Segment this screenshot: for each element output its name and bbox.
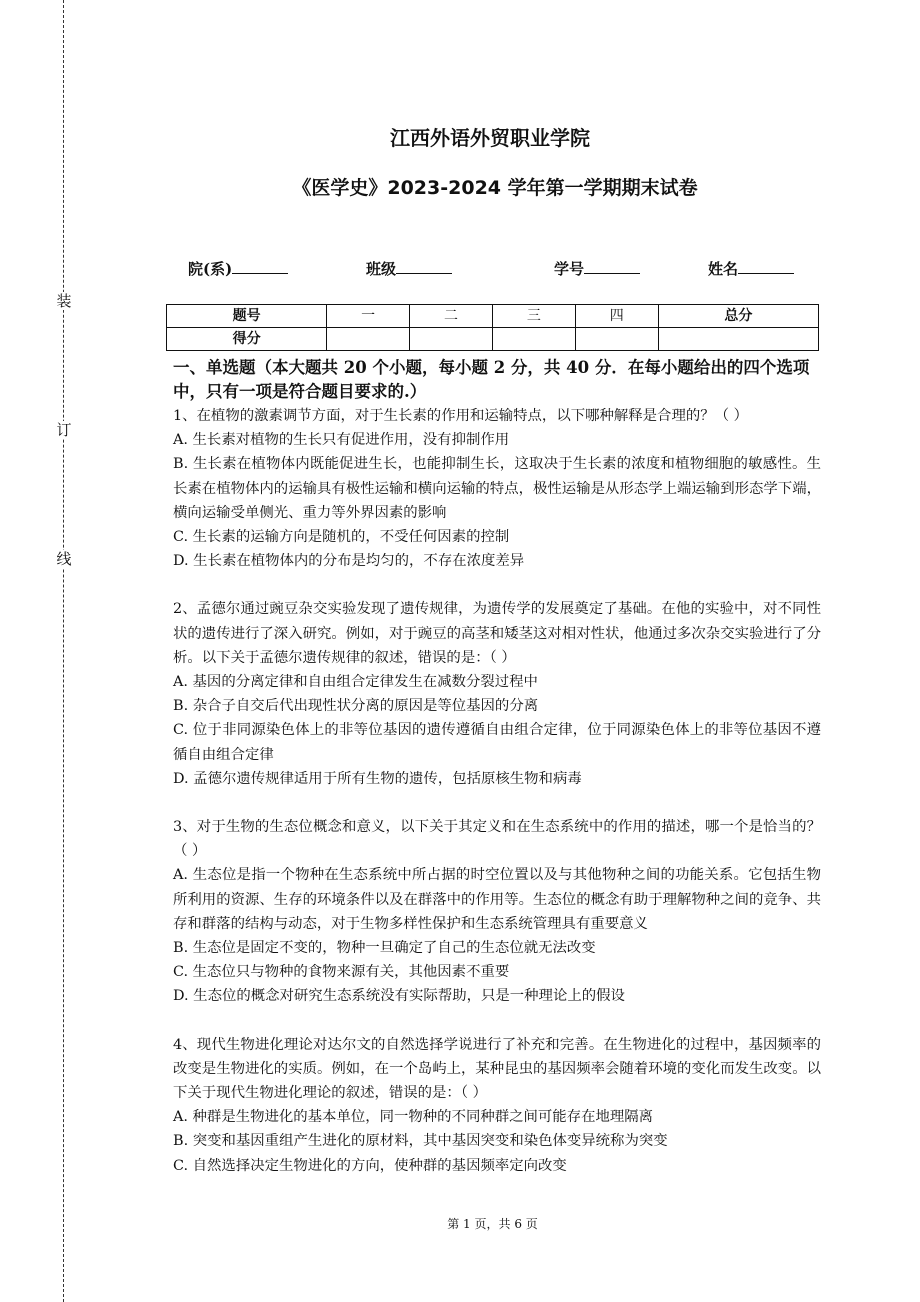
question-content xyxy=(173,356,821,1178)
exam-title: 《医学史》2023-2024 学年第一学期期末试卷 xyxy=(292,177,698,199)
option-a: A. 生态位是指一个物种在生态系统中所占据的时空位置以及与其他物种之间的功能关系。它包括生物所利用的资源、生存的环境条件以及在群落中的作用等。生态位的概念有助于理解物种之间的竞争、共存和群落的结构与动态，对于生物多样性保护和生态系统管理具有重要意义 xyxy=(173,867,821,932)
option-b: B. 杂合子自交后代出现性状分离的原因是等位基因的分离 xyxy=(173,698,539,715)
option-c: C. 生长素的运输方向是随机的，不受任何因素的控制 xyxy=(173,529,510,546)
option-c: C. 自然选择决定生物进化的方向，使种群的基因频率定向改变 xyxy=(173,1157,567,1174)
option-a: A. 生长素对植物的生长只有促进作用，没有抑制作用 xyxy=(173,432,510,449)
student-id-blank[interactable] xyxy=(584,257,640,274)
score-cell[interactable] xyxy=(658,328,818,351)
question-2 xyxy=(173,597,821,791)
option-d: D. 孟德尔遗传规律适用于所有生物的遗传，包括原核生物和病毒 xyxy=(173,770,582,787)
score-header-cell: 题号 xyxy=(167,305,327,328)
question-4 xyxy=(173,1033,821,1178)
score-cell[interactable] xyxy=(410,328,493,351)
class-blank[interactable] xyxy=(396,257,452,274)
option-b: B. 突变和基因重组产生进化的原材料，其中基因突变和染色体变异统称为突变 xyxy=(173,1133,668,1150)
score-cell[interactable] xyxy=(492,328,575,351)
option-b: B. 生态位是固定不变的，物种一旦确定了自己的生态位就无法改变 xyxy=(173,940,596,957)
option-c: C. 位于非同源染色体上的非等位基因的遗传遵循自由组合定律，位于同源染色体上的非等位基因不遵循自由组合定律 xyxy=(173,722,821,763)
question-1 xyxy=(173,404,821,573)
section-title: 一、单选题（本大题共 20 个小题，每小题 2 分，共 40 分．在每小题给出的四个选项中，只有一项是符合题目要求的.） xyxy=(173,358,810,401)
question-3 xyxy=(173,815,821,1009)
department-blank[interactable] xyxy=(232,257,288,274)
binding-char-xian: 线 xyxy=(56,550,72,568)
info-field-student-id xyxy=(554,257,640,279)
option-d: D. 生态位的概念对研究生态系统没有实际帮助，只是一种理论上的假设 xyxy=(173,988,625,1005)
info-field-class xyxy=(366,257,452,279)
student-info-row xyxy=(188,257,828,279)
score-table-score-row xyxy=(167,328,819,351)
score-cell[interactable] xyxy=(575,328,658,351)
option-c: C. 生态位只与物种的食物来源有关，其他因素不重要 xyxy=(173,964,510,981)
option-b: B. 生长素在植物体内既能促进生长，也能抑制生长，这取决于生长素的浓度和植物细胞的敏感性。生长素在植物体内的运输具有极性运输和横向运输的特点，极性运输是从形态学上端运输到形态学下端，横向运输受单侧光、重力等外界因素的影响 xyxy=(173,456,821,521)
info-label-name: 姓名 xyxy=(708,260,739,278)
option-a: A. 基因的分离定律和自由组合定律发生在减数分裂过程中 xyxy=(173,674,538,691)
option-a: A. 种群是生物进化的基本单位，同一物种的不同种群之间可能存在地理隔离 xyxy=(173,1109,654,1126)
score-row-label: 得分 xyxy=(167,328,327,351)
score-header-cell: 三 xyxy=(492,305,575,328)
info-label-student-id: 学号 xyxy=(554,260,585,278)
binding-char-ding: 订 xyxy=(56,421,72,439)
binding-char-zhuang: 装 xyxy=(56,292,72,310)
info-field-name xyxy=(708,257,794,279)
question-stem: 2、孟德尔通过豌豆杂交实验发现了遗传规律，为遗传学的发展奠定了基础。在他的实验中，对不同性状的遗传进行了深入研究。例如，对于豌豆的高茎和矮茎这对相对性状，他通过多次杂交实验进行了分析。以下关于孟德尔遗传规律的叙述，错误的是：（ ） xyxy=(173,601,821,666)
score-table xyxy=(166,304,819,351)
info-label-class: 班级 xyxy=(366,260,397,278)
name-blank[interactable] xyxy=(738,257,794,274)
score-header-cell: 总分 xyxy=(658,305,818,328)
score-cell[interactable] xyxy=(327,328,410,351)
page-footer: 第 1 页，共 6 页 xyxy=(447,1217,538,1231)
info-field-department xyxy=(188,257,288,279)
score-header-cell: 四 xyxy=(575,305,658,328)
info-label-department: 院(系) xyxy=(188,260,233,278)
score-header-cell: 一 xyxy=(327,305,410,328)
option-d: D. 生长素在植物体内的分布是均匀的，不存在浓度差异 xyxy=(173,553,525,570)
question-stem: 3、对于生物的生态位概念和意义，以下关于其定义和在生态系统中的作用的描述，哪一个是恰当的？（ ） xyxy=(173,819,821,860)
score-header-cell: 二 xyxy=(410,305,493,328)
school-name: 江西外语外贸职业学院 xyxy=(390,126,590,150)
question-stem: 4、现代生物进化理论对达尔文的自然选择学说进行了补充和完善。在生物进化的过程中，基因频率的改变是生物进化的实质。例如，在一个岛屿上，某种昆虫的基因频率会随着环境的变化而发生改变。以下关于现代生物进化理论的叙述，错误的是：（ ） xyxy=(173,1036,821,1102)
score-table-header-row xyxy=(167,305,819,328)
question-stem: 1、在植物的激素调节方面，对于生长素的作用和运输特点，以下哪种解释是合理的？（ ） xyxy=(173,408,748,424)
